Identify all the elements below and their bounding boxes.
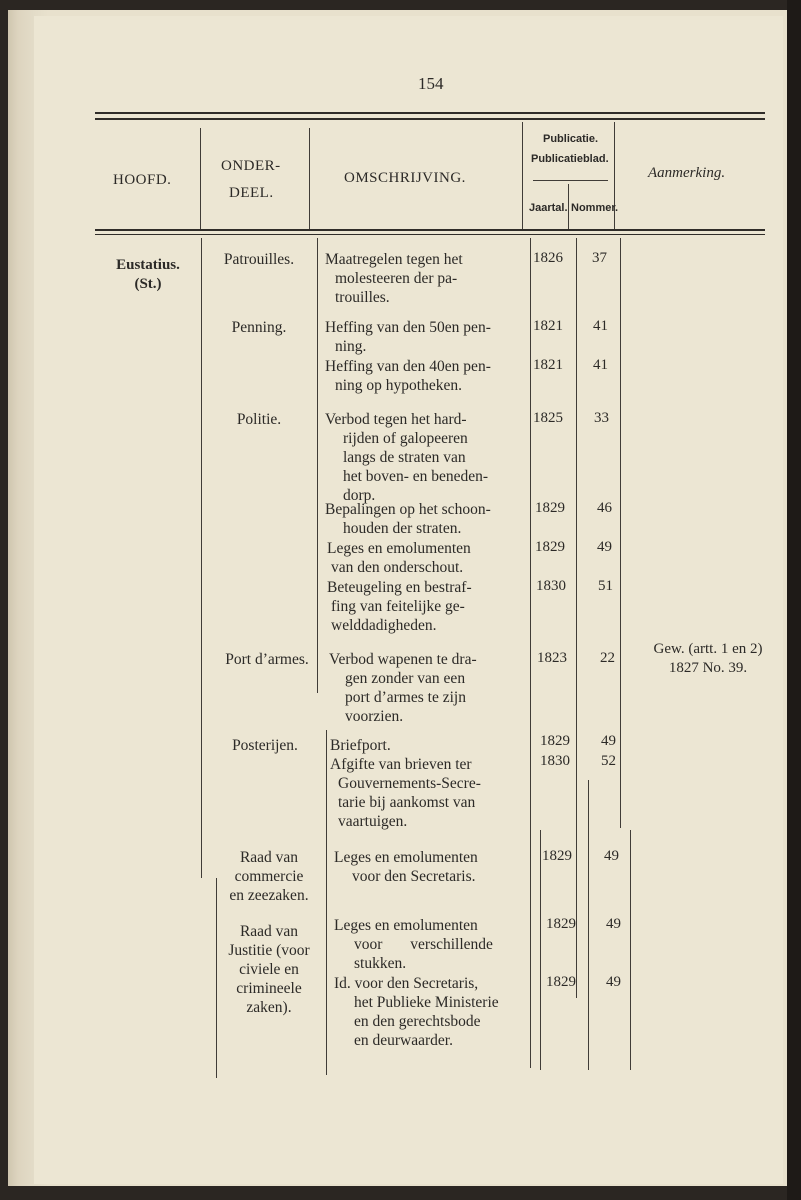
publication-number: 41	[593, 357, 608, 373]
publication-number: 33	[594, 410, 609, 426]
row-description: Briefport.	[330, 737, 391, 754]
year: 1825	[533, 410, 563, 426]
row-description: Maatregelen tegen het molesteeren der pa- trouilles.	[325, 251, 463, 306]
row-description: Leges en emolumenten van den onderschout.	[327, 540, 471, 576]
year: 1826	[533, 250, 563, 266]
year: 1829	[546, 974, 576, 990]
header-jaartal: Jaartal.	[529, 202, 568, 214]
row-description: Leges en emolumenten voor verschillende stukken.	[334, 917, 493, 972]
column-divider	[326, 730, 327, 1075]
row-description: Bepalingen op het schoon- houden der straten.	[325, 501, 491, 537]
year: 1829	[546, 916, 576, 932]
section-posterijen: Posterijen.	[232, 737, 298, 754]
header-aanmerking: Aanmerking.	[648, 165, 726, 181]
column-divider	[630, 830, 631, 1070]
header-divider	[309, 128, 310, 229]
header-omschrijving: OMSCHRIJVING.	[344, 170, 466, 186]
publication-number: 52	[601, 753, 616, 769]
header-divider	[522, 122, 523, 229]
header-hoofd: HOOFD.	[113, 172, 172, 188]
year: 1829	[535, 500, 565, 516]
row-description: Verbod tegen het hard- rijden of galopeeren langs de straten van het boven- en beneden- dorp.	[325, 411, 489, 504]
year: 1829	[542, 848, 572, 864]
section-penning: Penning.	[231, 319, 287, 336]
row-description: Beteugeling en bestraf- fing van feitelijke ge- welddadigheden.	[327, 579, 472, 634]
year: 1829	[540, 733, 570, 749]
column-divider	[620, 238, 621, 828]
header-onderdeel: DEEL.	[229, 185, 274, 201]
section-raad-justitie: Raad van Justitie (voor civiele en crimineele zaken).	[228, 923, 310, 1016]
column-divider	[576, 238, 577, 998]
header-divider	[568, 184, 569, 229]
section-port-darmes: Port d’armes.	[225, 651, 309, 668]
remark-note: Gew. (artt. 1 en 2) 1827 No. 39.	[653, 641, 763, 676]
publication-number: 49	[601, 733, 616, 749]
row-description: Heffing van den 50en pen- ning.	[325, 319, 491, 355]
column-divider	[317, 238, 318, 693]
row-description: Id. voor den Secretaris, het Publieke Ministerie en den gerechtsbode en deurwaarder.	[334, 975, 499, 1049]
year: 1830	[536, 578, 566, 594]
header-nommer: Nommer.	[571, 202, 619, 214]
column-divider	[540, 830, 541, 1070]
section-patrouilles: Patrouilles.	[223, 251, 295, 268]
column-divider	[588, 780, 589, 1070]
publication-number: 49	[606, 916, 621, 932]
header-bottom-rule-inner	[95, 234, 765, 235]
publication-number: 49	[597, 539, 612, 555]
publication-number: 22	[600, 650, 615, 666]
year: 1830	[540, 753, 570, 769]
hoofd-entry: Eustatius. (St.)	[116, 257, 180, 292]
year: 1829	[535, 539, 565, 555]
header-publicatie: Publicatie.	[543, 133, 599, 145]
year: 1821	[533, 318, 563, 334]
section-raad-commercie: Raad van commercie en zeezaken.	[229, 849, 309, 904]
header-publicatieblad: Publicatieblad.	[531, 153, 609, 165]
year: 1821	[533, 357, 563, 373]
column-divider	[530, 238, 531, 1068]
header-onderdeel: ONDER-	[221, 158, 281, 174]
publication-number: 51	[598, 578, 613, 594]
row-description: Afgifte van brieven ter Gouvernements-Secre- tarie bij aankomst van vaartuigen.	[330, 756, 481, 830]
publicatie-brace	[533, 180, 608, 181]
publication-number: 49	[606, 974, 621, 990]
header-bottom-rule	[95, 229, 765, 231]
scan-border	[787, 0, 801, 1200]
publication-number: 41	[593, 318, 608, 334]
top-rule-inner	[95, 118, 765, 120]
header-divider	[200, 128, 201, 229]
publication-number: 37	[592, 250, 607, 266]
year: 1823	[537, 650, 567, 666]
publication-number: 49	[604, 848, 619, 864]
publication-number: 46	[597, 500, 612, 516]
page-number: 154	[418, 74, 444, 93]
row-description: Verbod wapenen te dra- gen zonder van een port d’armes te zijn voorzien.	[329, 651, 477, 725]
row-description: Heffing van den 40en pen- ning op hypotheken.	[325, 358, 491, 394]
row-description: Leges en emolumenten voor den Secretaris.	[334, 849, 478, 885]
section-politie: Politie.	[236, 411, 282, 428]
top-rule	[95, 112, 765, 114]
